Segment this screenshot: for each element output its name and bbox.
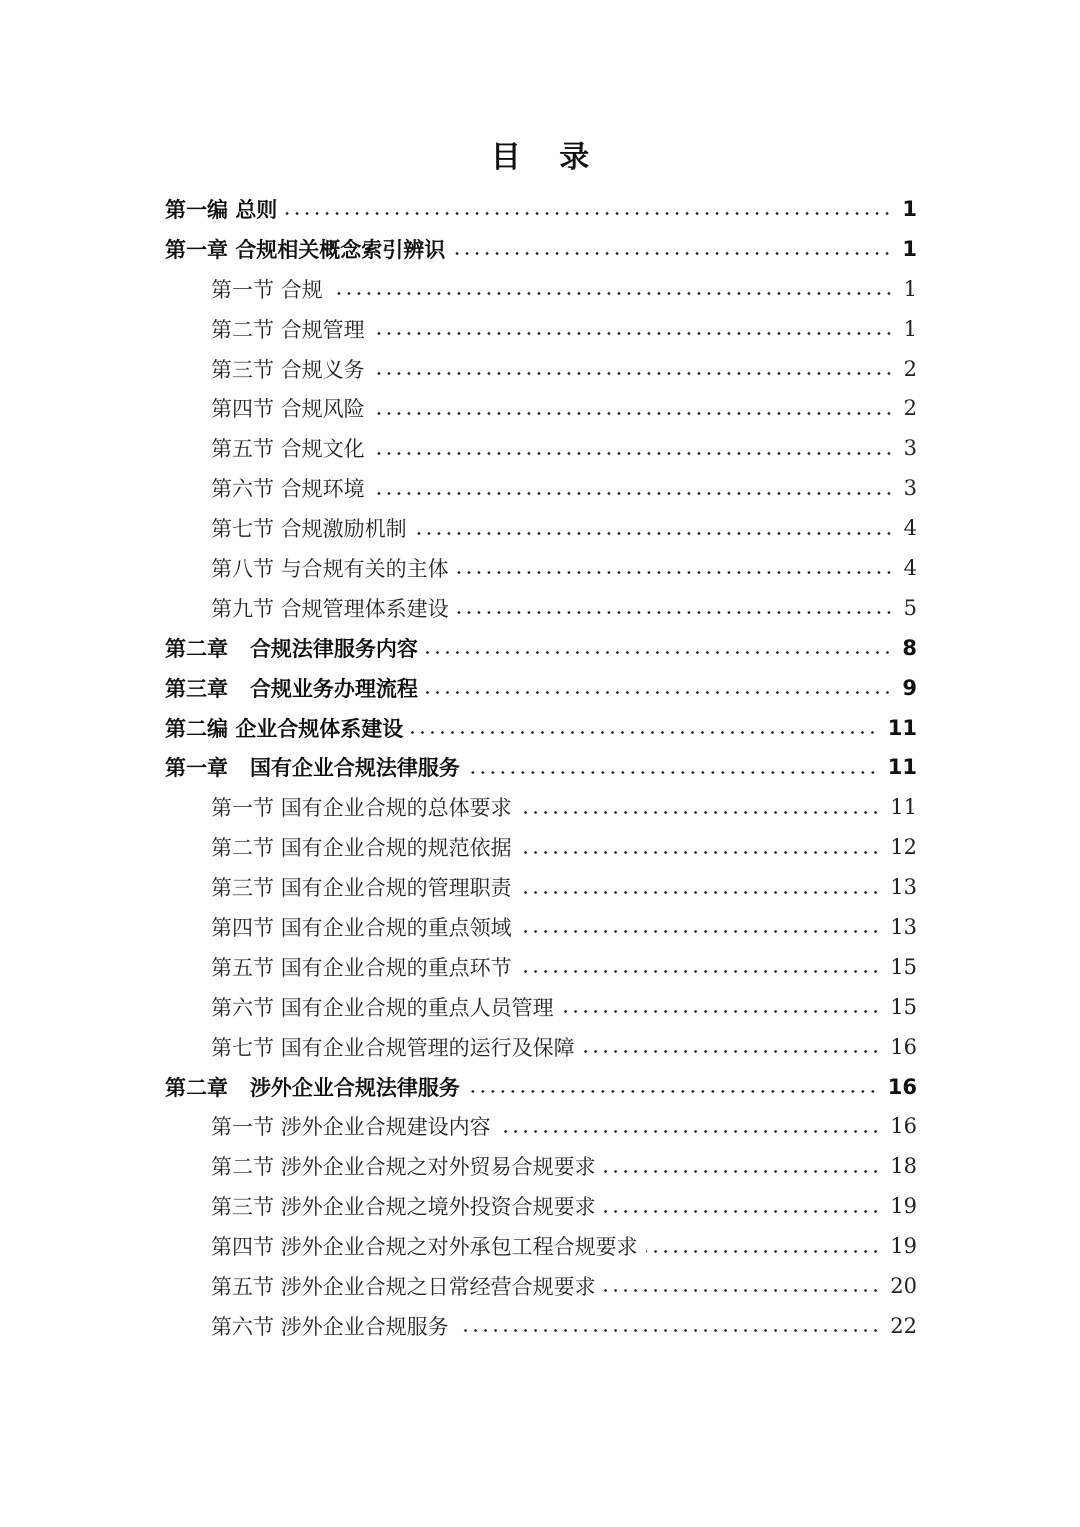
toc-entry-label: 合规业务办理流程	[249, 676, 418, 701]
toc-entry-label: 涉外企业合规之日常经营合规要求	[280, 1274, 596, 1299]
dot-leader	[426, 691, 892, 694]
toc-entry-number: 第五节	[211, 955, 274, 980]
toc-page-number: 9	[902, 675, 917, 700]
toc-entry-number: 第七节	[211, 517, 274, 542]
toc-section-entry[interactable]	[0, 309, 1080, 349]
toc-section-entry[interactable]	[0, 1266, 1080, 1306]
toc-entry-label: 与合规有关的主体	[280, 556, 449, 581]
toc-entry-title	[211, 1111, 491, 1141]
toc-entry-number: 第三节	[211, 876, 274, 901]
toc-page-number: 15	[890, 994, 917, 1019]
toc-entry-number: 第三章	[165, 676, 228, 701]
toc-entry-label: 总则	[235, 197, 278, 222]
toc-entry-number: 第六节	[211, 477, 274, 502]
page-title: 目 录	[490, 140, 604, 175]
toc-entry-number: 第三节	[211, 357, 274, 382]
toc-page-number: 16	[887, 1074, 917, 1099]
toc-entry-number: 第二章	[165, 636, 228, 661]
toc-entry-title	[211, 433, 365, 463]
toc-entry-gap	[274, 318, 281, 342]
toc-entry-label: 合规相关概念索引辨识	[235, 237, 446, 262]
toc-entry-gap	[274, 1275, 281, 1299]
toc-entry-label: 合规风险	[280, 397, 365, 422]
toc-entry-title	[211, 792, 512, 822]
toc-entry-title	[165, 1072, 460, 1102]
toc-page-number: 8	[902, 635, 917, 660]
toc-entry-number: 第一章	[165, 756, 228, 781]
toc-page-number: 13	[890, 875, 917, 900]
toc-page-number: 1	[902, 236, 917, 261]
toc-entry-title	[165, 633, 418, 663]
dot-leader	[411, 731, 877, 734]
toc-entry-number: 第二编	[165, 716, 228, 741]
toc-heading-entry[interactable]	[0, 628, 1080, 668]
toc-entry-number: 第一节	[211, 796, 274, 821]
toc-page-number: 11	[887, 755, 917, 780]
dot-leader	[604, 1289, 881, 1292]
toc-entry-gap	[274, 956, 281, 980]
dot-leader	[604, 1170, 881, 1173]
toc-heading-entry[interactable]	[0, 747, 1080, 787]
toc-entry-gap	[274, 836, 281, 860]
toc-entry-title	[211, 393, 365, 423]
toc-entry-gap	[274, 1036, 281, 1060]
toc-entry-number: 第五节	[211, 437, 274, 462]
toc-entry-gap	[274, 517, 281, 541]
toc-section-entry[interactable]	[0, 548, 1080, 588]
toc-entry-title	[211, 314, 365, 344]
toc-section-entry[interactable]	[0, 827, 1080, 867]
toc-section-entry[interactable]	[0, 588, 1080, 628]
toc-page-number: 2	[903, 356, 917, 381]
toc-entry-label: 合规激励机制	[280, 517, 407, 542]
toc-heading-entry[interactable]	[0, 668, 1080, 708]
toc-entry-gap	[274, 557, 281, 581]
dot-leader	[520, 970, 881, 973]
toc-entry-title	[211, 872, 512, 902]
toc-page-number: 20	[890, 1273, 917, 1298]
toc-entry-gap	[274, 397, 281, 421]
dot-leader	[457, 611, 894, 614]
toc-page-number: 15	[890, 954, 917, 979]
toc-section-entry[interactable]	[0, 1306, 1080, 1346]
toc-page-number: 4	[903, 516, 917, 541]
toc-entry-number: 第一节	[211, 277, 274, 302]
dot-leader	[453, 252, 892, 255]
toc-entry-gap	[274, 1195, 281, 1219]
toc-entry-title	[211, 1311, 449, 1341]
toc-entry-number: 第四节	[211, 1235, 274, 1260]
toc-entry-label: 企业合规体系建设	[235, 716, 404, 741]
toc-entry-label: 合规义务	[280, 357, 365, 382]
toc-section-entry[interactable]	[0, 1146, 1080, 1186]
toc-entry-number: 第二章	[165, 1075, 228, 1100]
dot-leader	[457, 571, 894, 574]
toc-entry-label: 国有企业合规管理的运行及保障	[280, 1035, 575, 1060]
toc-entry-title	[211, 593, 449, 623]
toc-entry-title	[211, 1032, 575, 1062]
dot-leader	[562, 1010, 881, 1013]
toc-entry-label: 涉外企业合规之对外贸易合规要求	[280, 1155, 596, 1180]
toc-entry-title	[211, 832, 512, 862]
toc-section-entry[interactable]	[0, 1186, 1080, 1226]
toc-entry-number: 第三节	[211, 1195, 274, 1220]
dot-leader	[520, 891, 881, 894]
toc-heading-entry[interactable]	[0, 708, 1080, 748]
toc-entry-title	[211, 473, 365, 503]
toc-entry-label: 合规	[280, 277, 323, 302]
toc-entry-title	[211, 274, 323, 304]
toc-entry-gap	[274, 1155, 281, 1179]
toc-entry-number: 第一节	[211, 1115, 274, 1140]
toc-section-entry[interactable]	[0, 269, 1080, 309]
toc-entry-number: 第四节	[211, 915, 274, 940]
dot-leader	[499, 1130, 881, 1133]
dot-leader	[373, 492, 894, 495]
toc-page-number: 16	[890, 1034, 917, 1059]
toc-page-number: 1	[903, 276, 917, 301]
toc-entry-number: 第一章	[165, 237, 228, 262]
toc-entry-label: 国有企业合规的重点环节	[280, 955, 512, 980]
toc-entry-title	[211, 952, 512, 982]
toc-entry-gap	[274, 278, 281, 302]
dot-leader	[415, 532, 894, 535]
toc-page-number: 1	[902, 196, 917, 221]
toc-entry-number: 第九节	[211, 596, 274, 621]
toc-page-number: 13	[890, 914, 917, 939]
toc-section-entry[interactable]	[0, 987, 1080, 1027]
toc-entry-label: 国有企业合规的管理职责	[280, 876, 512, 901]
toc-heading-entry[interactable]	[0, 189, 1080, 229]
toc-entry-title	[165, 673, 418, 703]
toc-entry-title	[211, 992, 554, 1022]
toc-page-number: 4	[903, 555, 917, 580]
toc-page-number: 1	[903, 316, 917, 341]
dot-leader	[520, 930, 881, 933]
toc-section-entry[interactable]	[0, 787, 1080, 827]
dot-leader	[426, 651, 892, 654]
toc-section-entry[interactable]	[0, 428, 1080, 468]
toc-entry-gap	[274, 358, 281, 382]
dot-leader	[285, 212, 892, 215]
toc-section-entry[interactable]	[0, 907, 1080, 947]
toc-section-entry[interactable]	[0, 508, 1080, 548]
toc-entry-gap	[274, 796, 281, 820]
toc-entry-title	[165, 194, 277, 224]
dot-leader	[604, 1210, 881, 1213]
toc-entry-label: 涉外企业合规之对外承包工程合规要求	[280, 1235, 638, 1260]
toc-entry-title	[211, 1191, 596, 1221]
toc-entry-title	[211, 1231, 638, 1261]
toc-entry-label: 涉外企业合规服务	[280, 1314, 449, 1339]
dot-leader	[373, 372, 894, 375]
dot-leader	[520, 851, 881, 854]
toc-entry-gap	[274, 597, 281, 621]
toc-section-entry[interactable]	[0, 947, 1080, 987]
table-of-contents	[0, 189, 1080, 1346]
toc-entry-title	[211, 354, 365, 384]
toc-entry-label: 涉外企业合规法律服务	[249, 1075, 460, 1100]
toc-entry-number: 第六节	[211, 995, 274, 1020]
toc-entry-gap	[274, 916, 281, 940]
toc-page-number: 19	[890, 1194, 917, 1219]
toc-entry-label: 国有企业合规法律服务	[249, 756, 460, 781]
dot-leader	[583, 1050, 881, 1053]
dot-leader	[468, 1090, 878, 1093]
toc-entry-gap	[274, 477, 281, 501]
toc-entry-title	[211, 912, 512, 942]
toc-entry-number: 第一编	[165, 197, 228, 222]
toc-entry-number: 第五节	[211, 1274, 274, 1299]
toc-entry-gap	[228, 1076, 250, 1100]
toc-entry-title	[165, 752, 460, 782]
toc-entry-label: 国有企业合规的规范依据	[280, 836, 512, 861]
toc-page-number: 12	[890, 835, 917, 860]
toc-section-entry[interactable]	[0, 1106, 1080, 1146]
toc-entry-title	[211, 513, 407, 543]
toc-entry-label: 涉外企业合规建设内容	[280, 1115, 491, 1140]
toc-page-number: 3	[903, 476, 917, 501]
toc-page-number: 3	[903, 436, 917, 461]
toc-entry-label: 国有企业合规的总体要求	[280, 796, 512, 821]
toc-entry-label: 涉外企业合规之境外投资合规要求	[280, 1195, 596, 1220]
toc-entry-number: 第二节	[211, 836, 274, 861]
toc-entry-title	[211, 1151, 596, 1181]
toc-entry-gap	[274, 1115, 281, 1139]
toc-page-number: 11	[887, 715, 917, 740]
dot-leader	[331, 292, 894, 295]
toc-entry-gap	[228, 677, 250, 701]
toc-entry-gap	[274, 996, 281, 1020]
dot-leader	[373, 412, 894, 415]
toc-entry-number: 第六节	[211, 1314, 274, 1339]
toc-section-entry[interactable]	[0, 1226, 1080, 1266]
toc-page-number: 22	[890, 1313, 917, 1338]
toc-entry-gap	[274, 437, 281, 461]
dot-leader	[646, 1250, 881, 1253]
toc-entry-title	[211, 553, 449, 583]
toc-entry-number: 第四节	[211, 397, 274, 422]
toc-heading-entry[interactable]	[0, 229, 1080, 269]
toc-entry-gap	[228, 637, 250, 661]
toc-page-number: 2	[903, 396, 917, 421]
toc-page-number: 16	[890, 1114, 917, 1139]
toc-heading-entry[interactable]	[0, 1067, 1080, 1107]
toc-entry-label: 国有企业合规的重点领域	[280, 915, 512, 940]
dot-leader	[457, 1329, 881, 1332]
toc-entry-title	[165, 713, 403, 743]
dot-leader	[468, 771, 878, 774]
toc-entry-label: 合规文化	[280, 437, 365, 462]
toc-entry-gap	[274, 1315, 281, 1339]
toc-entry-number: 第七节	[211, 1035, 274, 1060]
toc-section-entry[interactable]	[0, 388, 1080, 428]
toc-page-number: 5	[903, 595, 917, 620]
toc-entry-gap	[274, 1235, 281, 1259]
toc-entry-label: 合规管理	[280, 317, 365, 342]
toc-entry-number: 第二节	[211, 1155, 274, 1180]
toc-entry-gap	[228, 756, 250, 780]
toc-page-number: 18	[890, 1154, 917, 1179]
toc-section-entry[interactable]	[0, 1027, 1080, 1067]
toc-page-number: 11	[890, 795, 917, 820]
toc-entry-number: 第二节	[211, 317, 274, 342]
toc-section-entry[interactable]	[0, 468, 1080, 508]
toc-page-number: 19	[890, 1234, 917, 1259]
toc-entry-title	[165, 234, 445, 264]
toc-entry-label: 国有企业合规的重点人员管理	[280, 995, 554, 1020]
toc-entry-label: 合规环境	[280, 477, 365, 502]
toc-entry-label: 合规法律服务内容	[249, 636, 418, 661]
toc-section-entry[interactable]	[0, 349, 1080, 389]
toc-entry-number: 第八节	[211, 556, 274, 581]
dot-leader	[373, 452, 894, 455]
toc-entry-gap	[274, 876, 281, 900]
dot-leader	[373, 332, 894, 335]
dot-leader	[520, 811, 881, 814]
toc-entry-title	[211, 1271, 596, 1301]
toc-entry-label: 合规管理体系建设	[280, 596, 449, 621]
toc-section-entry[interactable]	[0, 867, 1080, 907]
